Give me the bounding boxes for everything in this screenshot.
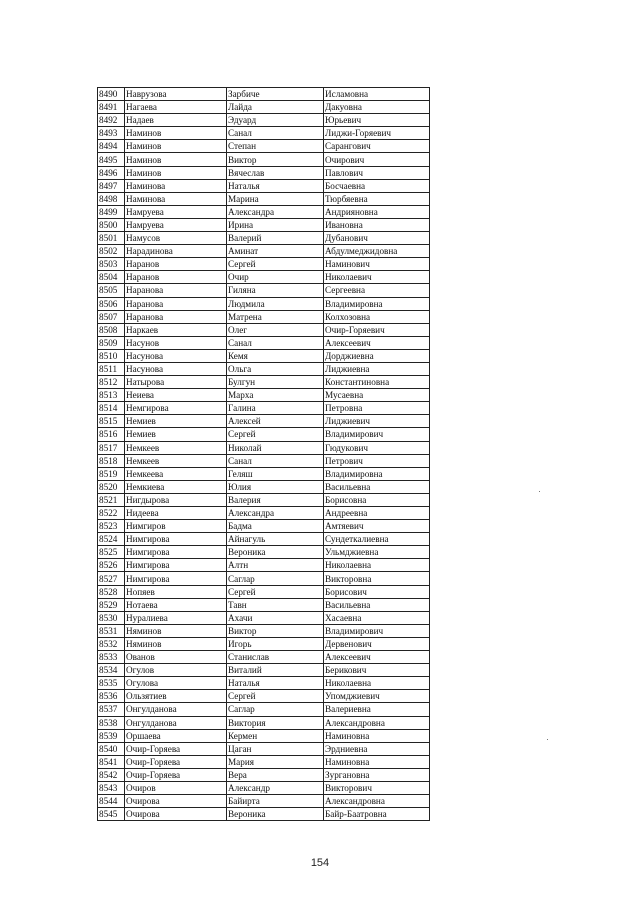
table-row [98,140,430,153]
table-row [98,166,430,179]
first-name-cell: Виктор [227,624,324,637]
patronymic-cell: Тюрбяевна [324,192,430,205]
table-row [98,127,430,140]
last-name-cell: Оршаева [125,729,227,742]
row-number: 8505 [98,284,125,297]
first-name-cell: Людмила [227,297,324,310]
table-row [98,153,430,166]
row-number: 8514 [98,402,125,415]
patronymic-cell: Амтяевич [324,520,430,533]
first-name-cell: Алтн [227,559,324,572]
row-number: 8513 [98,389,125,402]
patronymic-cell: Васильевна [324,480,430,493]
last-name-cell: Насунова [125,362,227,375]
row-number: 8506 [98,297,125,310]
table-row [98,572,430,585]
table-row [98,755,430,768]
row-number: 8518 [98,454,125,467]
first-name-cell: Геляш [227,467,324,480]
table-row [98,690,430,703]
row-number: 8516 [98,428,125,441]
patronymic-cell: Петрович [324,454,430,467]
row-number: 8498 [98,192,125,205]
first-name-cell: Вячеслав [227,166,324,179]
table-row [98,179,430,192]
first-name-cell: Наталья [227,677,324,690]
table-row [98,742,430,755]
row-number: 8537 [98,703,125,716]
table-row [98,493,430,506]
row-number: 8535 [98,677,125,690]
last-name-cell: Нарадинова [125,245,227,258]
patronymic-cell: Лиджиевич [324,415,430,428]
first-name-cell: Виктор [227,153,324,166]
last-name-cell: Очирова [125,795,227,808]
patronymic-cell: Павлович [324,166,430,179]
table-row [98,271,430,284]
first-name-cell: Зарбиче [227,88,324,101]
patronymic-cell: Юрьевич [324,114,430,127]
table-row [98,637,430,650]
patronymic-cell: Сарангович [324,140,430,153]
last-name-cell: Наминов [125,153,227,166]
first-name-cell: Мария [227,755,324,768]
row-number: 8544 [98,795,125,808]
first-name-cell: Ахачи [227,611,324,624]
table-row [98,795,430,808]
last-name-cell: Няминов [125,637,227,650]
last-name-cell: Очиров [125,781,227,794]
last-name-cell: Немкеев [125,441,227,454]
row-number: 8539 [98,729,125,742]
patronymic-cell: Петровна [324,402,430,415]
roster-table-body [98,88,430,821]
patronymic-cell: Байр-Баатровна [324,808,430,821]
patronymic-cell: Колхозовна [324,310,430,323]
row-number: 8500 [98,218,125,231]
patronymic-cell: Валериевна [324,703,430,716]
first-name-cell: Виталий [227,664,324,677]
row-number: 8494 [98,140,125,153]
row-number: 8520 [98,480,125,493]
last-name-cell: Наранова [125,310,227,323]
first-name-cell: Тавн [227,598,324,611]
first-name-cell: Санал [227,127,324,140]
row-number: 8529 [98,598,125,611]
patronymic-cell: Мусаевна [324,389,430,402]
first-name-cell: Вероника [227,546,324,559]
last-name-cell: Наранов [125,258,227,271]
table-row [98,323,430,336]
row-number: 8490 [98,88,125,101]
last-name-cell: Нимгирова [125,572,227,585]
patronymic-cell: Дорджиевна [324,349,430,362]
row-number: 8502 [98,245,125,258]
row-number: 8509 [98,336,125,349]
row-number: 8533 [98,651,125,664]
first-name-cell: Сергей [227,258,324,271]
last-name-cell: Наранова [125,297,227,310]
last-name-cell: Ользятиев [125,690,227,703]
patronymic-cell: Берикович [324,664,430,677]
table-row [98,297,430,310]
patronymic-cell: Сергеевна [324,284,430,297]
first-name-cell: Галина [227,402,324,415]
last-name-cell: Немкеев [125,454,227,467]
table-row [98,192,430,205]
patronymic-cell: Очирович [324,153,430,166]
row-number: 8521 [98,493,125,506]
patronymic-cell: Владимирович [324,428,430,441]
first-name-cell: Валерия [227,493,324,506]
patronymic-cell: Андреевна [324,507,430,520]
patronymic-cell: Дервенович [324,637,430,650]
patronymic-cell: Наминович [324,258,430,271]
patronymic-cell: Исламовна [324,88,430,101]
last-name-cell: Нимгирова [125,559,227,572]
table-row [98,664,430,677]
last-name-cell: Намусов [125,232,227,245]
table-row [98,454,430,467]
patronymic-cell: Ивановна [324,218,430,231]
first-name-cell: Очир [227,271,324,284]
row-number: 8545 [98,808,125,821]
row-number: 8492 [98,114,125,127]
row-number: 8527 [98,572,125,585]
last-name-cell: Наранова [125,284,227,297]
row-number: 8536 [98,690,125,703]
table-row [98,336,430,349]
first-name-cell: Матрена [227,310,324,323]
first-name-cell: Игорь [227,637,324,650]
patronymic-cell: Владимировна [324,467,430,480]
table-row [98,651,430,664]
last-name-cell: Онгулданова [125,703,227,716]
table-row [98,441,430,454]
first-name-cell: Айнагуль [227,533,324,546]
row-number: 8525 [98,546,125,559]
table-row [98,349,430,362]
patronymic-cell: Босчаевна [324,179,430,192]
last-name-cell: Нагаева [125,101,227,114]
table-row [98,389,430,402]
last-name-cell: Намруева [125,205,227,218]
row-number: 8496 [98,166,125,179]
row-number: 8540 [98,742,125,755]
first-name-cell: Марина [227,192,324,205]
table-row [98,245,430,258]
patronymic-cell: Владимировна [324,297,430,310]
first-name-cell: Санал [227,336,324,349]
first-name-cell: Станислав [227,651,324,664]
table-row [98,480,430,493]
row-number: 8499 [98,205,125,218]
last-name-cell: Немиев [125,428,227,441]
last-name-cell: Нигдырова [125,493,227,506]
row-number: 8508 [98,323,125,336]
patronymic-cell: Хасаевна [324,611,430,624]
table-row [98,258,430,271]
patronymic-cell: Зургановна [324,768,430,781]
row-number: 8534 [98,664,125,677]
first-name-cell: Сергей [227,585,324,598]
table-row [98,598,430,611]
first-name-cell: Сергей [227,428,324,441]
first-name-cell: Ирина [227,218,324,231]
table-row [98,218,430,231]
first-name-cell: Булгун [227,376,324,389]
first-name-cell: Александра [227,205,324,218]
patronymic-cell: Алексеевич [324,651,430,664]
patronymic-cell: Гюдукович [324,441,430,454]
first-name-cell: Аминат [227,245,324,258]
table-row [98,559,430,572]
table-row [98,611,430,624]
patronymic-cell: Абдулмеджидовна [324,245,430,258]
patronymic-cell: Дубанович [324,232,430,245]
row-number: 8511 [98,362,125,375]
table-row [98,533,430,546]
first-name-cell: Байирта [227,795,324,808]
last-name-cell: Натырова [125,376,227,389]
row-number: 8531 [98,624,125,637]
table-row [98,284,430,297]
row-number: 8517 [98,441,125,454]
row-number: 8519 [98,467,125,480]
patronymic-cell: Николаевна [324,677,430,690]
table-row [98,507,430,520]
table-row [98,362,430,375]
row-number: 8491 [98,101,125,114]
last-name-cell: Намруева [125,218,227,231]
roster-table [97,87,430,821]
first-name-cell: Кермен [227,729,324,742]
patronymic-cell: Очир-Горяевич [324,323,430,336]
patronymic-cell: Александровна [324,716,430,729]
row-number: 8524 [98,533,125,546]
row-number: 8532 [98,637,125,650]
patronymic-cell: Константиновна [324,376,430,389]
row-number: 8541 [98,755,125,768]
first-name-cell: Саглар [227,703,324,716]
first-name-cell: Бадма [227,520,324,533]
first-name-cell: Эдуард [227,114,324,127]
first-name-cell: Сергей [227,690,324,703]
patronymic-cell: Ульмджиевна [324,546,430,559]
table-row [98,585,430,598]
table-row [98,781,430,794]
patronymic-cell: Борисовна [324,493,430,506]
first-name-cell: Вера [227,768,324,781]
first-name-cell: Олег [227,323,324,336]
table-row [98,546,430,559]
last-name-cell: Очир-Горяева [125,768,227,781]
table-row [98,716,430,729]
first-name-cell: Саглар [227,572,324,585]
first-name-cell: Санал [227,454,324,467]
table-row [98,808,430,821]
row-number: 8515 [98,415,125,428]
last-name-cell: Наркаев [125,323,227,336]
first-name-cell: Наталья [227,179,324,192]
patronymic-cell: Николаевич [324,271,430,284]
last-name-cell: Насунова [125,349,227,362]
table-row [98,520,430,533]
table-row [98,677,430,690]
last-name-cell: Наранов [125,271,227,284]
table-row [98,376,430,389]
page-number: 154 [310,857,330,869]
patronymic-cell: Упомджиевич [324,690,430,703]
first-name-cell: Марха [227,389,324,402]
last-name-cell: Очирова [125,808,227,821]
last-name-cell: Нимгирова [125,533,227,546]
last-name-cell: Немиев [125,415,227,428]
last-name-cell: Немгирова [125,402,227,415]
row-number: 8495 [98,153,125,166]
last-name-cell: Огулова [125,677,227,690]
patronymic-cell: Наминовна [324,729,430,742]
first-name-cell: Цаган [227,742,324,755]
row-number: 8512 [98,376,125,389]
first-name-cell: Степан [227,140,324,153]
table-row [98,768,430,781]
last-name-cell: Надаев [125,114,227,127]
last-name-cell: Нимгирова [125,546,227,559]
last-name-cell: Нидеева [125,507,227,520]
table-row [98,729,430,742]
table-row [98,703,430,716]
first-name-cell: Вероника [227,808,324,821]
row-number: 8501 [98,232,125,245]
row-number: 8538 [98,716,125,729]
first-name-cell: Николай [227,441,324,454]
table-row [98,624,430,637]
table-row [98,205,430,218]
row-number: 8504 [98,271,125,284]
patronymic-cell: Александровна [324,795,430,808]
row-number: 8542 [98,768,125,781]
scan-speck [539,491,540,492]
patronymic-cell: Васильевна [324,598,430,611]
last-name-cell: Наминов [125,140,227,153]
last-name-cell: Наминова [125,179,227,192]
last-name-cell: Няминов [125,624,227,637]
last-name-cell: Нопяев [125,585,227,598]
row-number: 8528 [98,585,125,598]
last-name-cell: Нимгиров [125,520,227,533]
patronymic-cell: Николаевна [324,559,430,572]
first-name-cell: Валерий [227,232,324,245]
last-name-cell: Наминова [125,192,227,205]
last-name-cell: Неиева [125,389,227,402]
patronymic-cell: Сундеткалиевна [324,533,430,546]
first-name-cell: Александра [227,507,324,520]
last-name-cell: Огулов [125,664,227,677]
table-row [98,415,430,428]
first-name-cell: Лайда [227,101,324,114]
first-name-cell: Кемя [227,349,324,362]
table-row [98,310,430,323]
table-row [98,232,430,245]
first-name-cell: Александр [227,781,324,794]
last-name-cell: Наврузова [125,88,227,101]
table-row [98,88,430,101]
first-name-cell: Юлия [227,480,324,493]
last-name-cell: Немкиева [125,480,227,493]
patronymic-cell: Дакуовна [324,101,430,114]
last-name-cell: Нуралиева [125,611,227,624]
patronymic-cell: Эрдниевна [324,742,430,755]
patronymic-cell: Борисович [324,585,430,598]
row-number: 8522 [98,507,125,520]
first-name-cell: Ольга [227,362,324,375]
row-number: 8507 [98,310,125,323]
patronymic-cell: Викторовна [324,572,430,585]
last-name-cell: Очир-Горяева [125,742,227,755]
patronymic-cell: Владимирович [324,624,430,637]
last-name-cell: Наминов [125,127,227,140]
patronymic-cell: Викторович [324,781,430,794]
table-row [98,428,430,441]
row-number: 8493 [98,127,125,140]
row-number: 8523 [98,520,125,533]
table-row [98,402,430,415]
last-name-cell: Ованов [125,651,227,664]
row-number: 8503 [98,258,125,271]
last-name-cell: Насунов [125,336,227,349]
last-name-cell: Онгулданова [125,716,227,729]
row-number: 8497 [98,179,125,192]
last-name-cell: Немкеева [125,467,227,480]
patronymic-cell: Лиджи-Горяевич [324,127,430,140]
patronymic-cell: Алексеевич [324,336,430,349]
table-row [98,467,430,480]
patronymic-cell: Андрияновна [324,205,430,218]
table-row [98,101,430,114]
last-name-cell: Наминов [125,166,227,179]
first-name-cell: Виктория [227,716,324,729]
first-name-cell: Гиляна [227,284,324,297]
last-name-cell: Очир-Горяева [125,755,227,768]
patronymic-cell: Наминовна [324,755,430,768]
scan-speck [547,739,548,740]
row-number: 8526 [98,559,125,572]
row-number: 8530 [98,611,125,624]
row-number: 8543 [98,781,125,794]
row-number: 8510 [98,349,125,362]
table-row [98,114,430,127]
last-name-cell: Нотаева [125,598,227,611]
first-name-cell: Алексей [227,415,324,428]
patronymic-cell: Лиджиевна [324,362,430,375]
